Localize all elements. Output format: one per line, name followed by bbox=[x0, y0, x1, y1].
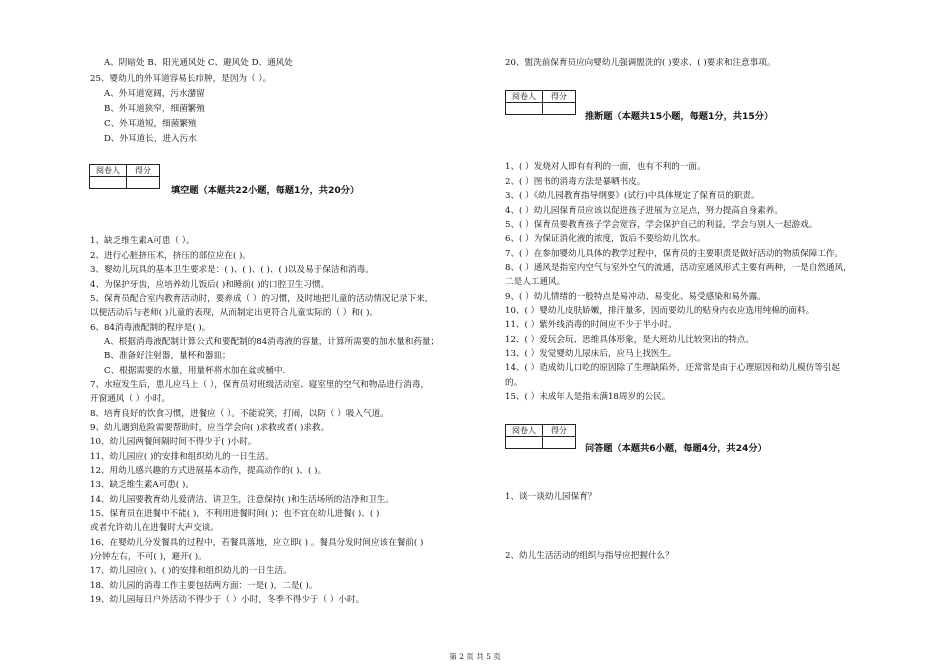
score-box-judgement bbox=[505, 90, 576, 115]
fill-in-line: 9、幼儿遇到危险需要帮助时，应当学会向( )求救或者( )求救。 bbox=[90, 423, 330, 433]
judgement-line: 14、( ）造成幼儿口吃的原因除了生理缺陷外，还常常是由于心理原因和幼儿模仿等引起 bbox=[505, 363, 840, 373]
fill-in-line: 14、幼儿园要教育幼儿爱清洁、讲卫生，注意保持( )和生活场所的洁净和卫生。 bbox=[90, 495, 394, 505]
judgement-line: 8、( ）通风是指室内空气与室外空气的流通，活动室通风形式主要有两种，一是自然通风， bbox=[505, 263, 852, 273]
fill-in-line: 16、在婴幼儿分发餐具的过程中，若餐具落地，应立即( ) 。餐具分发时间应该在餐前( ) bbox=[90, 538, 424, 548]
fill-in-line: )分钟左右，不可( )，避开( )。 bbox=[90, 552, 207, 562]
judgement-line: 3、( ）《幼儿园教育指导纲要》(试行)中具体规定了保育员的职责。 bbox=[505, 191, 760, 201]
option-b: B、外耳道狭窄，细菌繁殖 bbox=[104, 104, 205, 114]
question-25: 25、婴幼儿的外耳道容易长疖肿，是因为（ ）。 bbox=[90, 74, 272, 84]
judgement-line: 7、( ）在参加婴幼儿具体的教学过程中，保育员的主要职责是做好活动的物质保障工作。 bbox=[505, 249, 844, 259]
score-label: 得分 bbox=[127, 165, 160, 177]
score-cell bbox=[543, 103, 576, 115]
fill-in-line: 3、婴幼儿玩具的基本卫生要求是：( )、( )、( )、( )以及易于保洁和消毒。 bbox=[90, 265, 374, 275]
judgement-line: 二是人工通风。 bbox=[505, 277, 566, 287]
fill-in-line: 4、为保护牙齿，应培养幼儿饭后( )和睡前( )的口腔卫生习惯。 bbox=[90, 280, 330, 290]
reviewer-label: 阅卷人 bbox=[90, 165, 127, 177]
fill-in-line: 8、培育良好的饮食习惯，进餐应（ ）。不能说笑，打闹，以防（ ）吸入气道。 bbox=[90, 409, 389, 419]
judgement-line: 10、( ）婴幼儿皮肤娇嫩，排汗量多，因而要幼儿的贴身内衣应选用纯棉的面料。 bbox=[505, 306, 815, 316]
fill-in-line: 或者允许幼儿在进餐时大声交谈。 bbox=[90, 523, 219, 533]
fill-in-line: 5、保育员配合室内教育活动时，要养成（ ）的习惯，及时地把儿童的活动情况记录下来， bbox=[90, 294, 434, 304]
score-label: 得分 bbox=[543, 91, 576, 103]
fill-in-line: 11、幼儿园应( )的安排和组织幼儿的一日生活。 bbox=[90, 452, 274, 462]
fill-in-line: 2、进行心脏挤压术，挤压的部位应在( )。 bbox=[90, 251, 251, 261]
fill-in-line: 1、缺乏维生素A可患（ ）。 bbox=[90, 236, 195, 246]
option-a: A、外耳道宽阔，污水潴留 bbox=[104, 89, 205, 99]
reviewer-cell bbox=[506, 437, 543, 449]
fill-in-line: 10、幼儿园两餐间隔时间不得少于( )小时。 bbox=[90, 437, 257, 447]
section-title-judgement: 推断题（本题共15小题，每题1分，共15分） bbox=[585, 111, 774, 122]
option-c: C、外耳道短，细菌繁殖 bbox=[104, 119, 197, 129]
judgement-line: 5、( ）保育员要教育孩子学会宽容，学会保护自己的利益，学会与别人一起游戏。 bbox=[505, 220, 818, 230]
page-footer: 第 2 页 共 5 页 bbox=[449, 652, 501, 661]
judgement-line: 15、( ）未成年人是指未满18周岁的公民。 bbox=[505, 392, 671, 402]
fill-in-line: B、准备好注射器，量杯和器皿； bbox=[104, 351, 231, 361]
judgement-line: 9、( ）幼儿情绪的一般特点是易冲动、易变化、易受感染和易外露。 bbox=[505, 292, 766, 302]
score-cell bbox=[543, 437, 576, 449]
score-box-qa bbox=[505, 424, 576, 449]
score-cell bbox=[127, 177, 160, 189]
reviewer-cell bbox=[506, 103, 543, 115]
fill-in-line: 12、用幼儿感兴趣的方式进展基本动作，提高动作的( )、( )。 bbox=[90, 466, 327, 476]
judgement-line: 2、( ）图书的消毒方法是暴晒书皮。 bbox=[505, 177, 646, 187]
fill-in-line: 19、幼儿园每日户外活动不得少于（ ）小时，冬季不得少于（ ）小时。 bbox=[90, 595, 365, 605]
score-box-fill-in bbox=[89, 164, 160, 189]
fill-in-line: 13、缺乏维生素A可患( )。 bbox=[90, 480, 194, 490]
judgement-line: 6、( ）为保证消化液的浓度，饭后不要给幼儿饮水。 bbox=[505, 234, 706, 244]
fill-in-line: C、根据需要的水量，用量杯将水加在盆或桶中. bbox=[104, 366, 286, 376]
option-d: D、外耳道长，进入污水 bbox=[104, 134, 197, 144]
qa-question-1: 1、谈一谈幼儿园保育？ bbox=[505, 492, 597, 502]
judgement-line: 12、( ）爱玩会玩、思维具体形象，是大班幼儿比较突出的特点。 bbox=[505, 335, 755, 345]
fill-in-line: 以便活动后与老师( )儿童的表现，从而制定出更符合儿童实际的（ ）和( )。 bbox=[90, 308, 379, 318]
judgement-line: 的。 bbox=[505, 378, 523, 388]
fill-in-line: 开窗通风（ ）小时。 bbox=[90, 394, 171, 404]
score-label: 得分 bbox=[543, 425, 576, 437]
fill-in-line: 17、幼儿园应( )、( )的安排和组织幼儿的一日生活。 bbox=[90, 566, 292, 576]
judgement-line: 11、( ）紫外线消毒的时间应不少于半小时。 bbox=[505, 320, 677, 330]
judgement-line: 13、( ）发觉婴幼儿尿床后，应马上找医生。 bbox=[505, 349, 677, 359]
fill-in-line: 18、幼儿园的消毒工作主要包括两方面：一是( )，二是( )。 bbox=[90, 581, 318, 591]
judgement-line: 1、( ）发烧对人即有有利的一面，也有不利的一面。 bbox=[505, 162, 706, 172]
judgement-line: 4、( ）幼儿园保育员应该以促进孩子进展为立足点，努力提高自身素养。 bbox=[505, 206, 783, 216]
fill-in-line: 7、水痘发生后，患儿应马上（ ），保育员对班级活动室、寝室里的空气和物品进行消毒， bbox=[90, 380, 430, 390]
choice-options-24: A、阴暗处 B、阳光通风处 C、避风处 D、通风处 bbox=[104, 58, 293, 68]
qa-question-2: 2、幼儿生活活动的组织与指导应把握什么？ bbox=[505, 551, 674, 561]
fill-in-line: 15、保育员在进餐中不能( )，不利用进餐时间( )；也不宜在幼儿进餐( )、( ) bbox=[90, 509, 380, 519]
fill-in-line: 6、84消毒液配制的程序是( )。 bbox=[90, 323, 211, 333]
question-20: 20、盥洗前保育员应向婴幼儿强调盥洗的( )要求、( )要求和注意事项。 bbox=[505, 58, 776, 68]
reviewer-cell bbox=[90, 177, 127, 189]
reviewer-label: 阅卷人 bbox=[506, 425, 543, 437]
section-title-qa: 问答题（本题共6小题，每题4分，共24分） bbox=[585, 443, 767, 454]
fill-in-line: A、根据消毒液配制计算公式和要配制的84消毒液的容量，计算所需要的加水量和药量； bbox=[104, 337, 440, 347]
reviewer-label: 阅卷人 bbox=[506, 91, 543, 103]
section-title-fill-in: 填空题（本题共22小题，每题1分，共20分） bbox=[171, 185, 360, 196]
